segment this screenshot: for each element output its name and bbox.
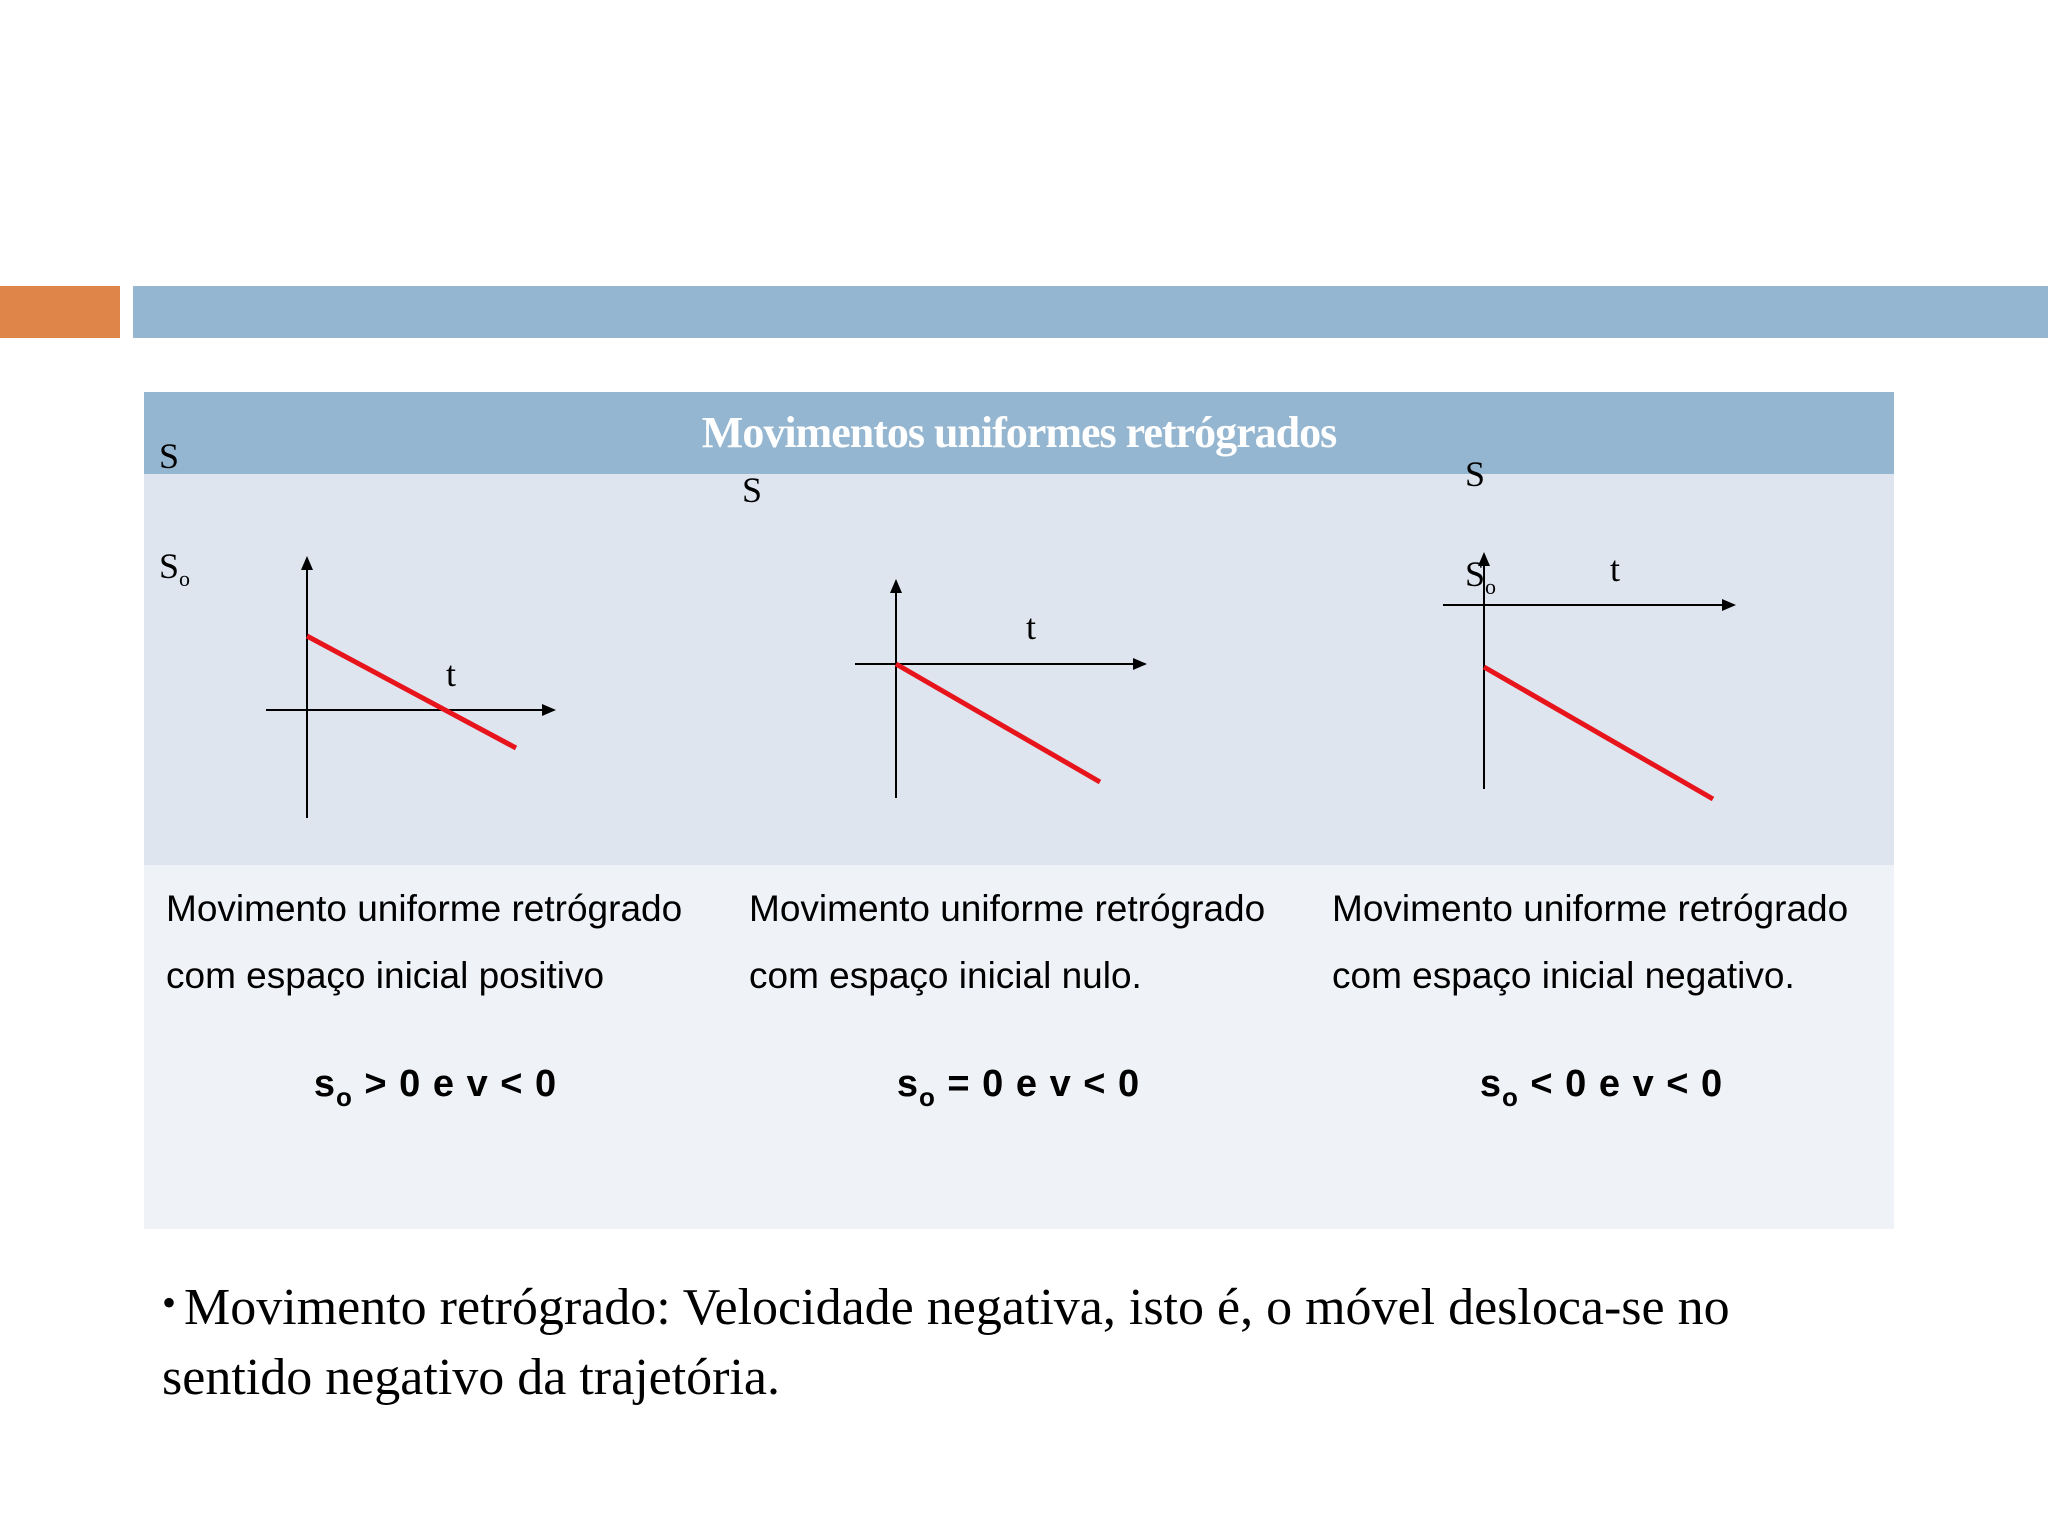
descriptions-row [144,865,1894,1229]
desc-cell-negative [1310,865,1893,1229]
graph-positive [144,436,727,865]
graph-cell-zero [727,470,1310,865]
case-description: Movimento uniforme retrógrado com espaço inicial negativo. [1332,888,1849,996]
axis-label-s0: $S_o$ [159,546,191,591]
case-condition: $s_o < 0$ e v < 0 [1479,1063,1724,1112]
table-header [144,392,1894,474]
position-line [307,636,516,748]
axis-label-s: S [742,470,763,510]
bullet-icon: • [162,1280,177,1325]
accent-bar-blue [133,286,2048,338]
accent-bar-orange [0,286,120,338]
graph-zero [727,470,1310,865]
desc-cell-zero [727,865,1310,1229]
case-description: Movimento uniforme retrógrado com espaço inicial nulo. [749,888,1266,996]
axis-label-s: S [1465,454,1486,494]
bullet-text: Movimento retrógrado: Velocidade negativa, isto é, o móvel desloca-se no sentido negativo da trajetória. [162,1279,1730,1406]
axis-label-t: t [446,654,457,694]
motion-table [144,392,1894,1229]
desc-cell-positive [144,865,727,1229]
bullet-point [162,1268,1802,1413]
axis-label-s: S [159,436,180,476]
axis-label-s0: $S_o$ [1465,554,1497,599]
graph-cell-positive [144,436,727,865]
graph-negative [1310,454,1894,865]
graph-cell-negative [1310,454,1893,865]
position-line [1484,667,1713,799]
table-title: Movimentos uniformes retrógrados [701,408,1337,457]
case-description: Movimento uniforme retrógrado com espaço inicial positivo [166,888,683,996]
case-condition: $s_o = 0$ e v < 0 [896,1063,1141,1112]
graphs-row [144,436,1894,865]
case-condition: $s_o > 0$ e v < 0 [313,1063,558,1112]
position-line [896,664,1100,782]
axis-label-t: t [1026,607,1037,647]
axis-label-t: t [1610,549,1621,589]
